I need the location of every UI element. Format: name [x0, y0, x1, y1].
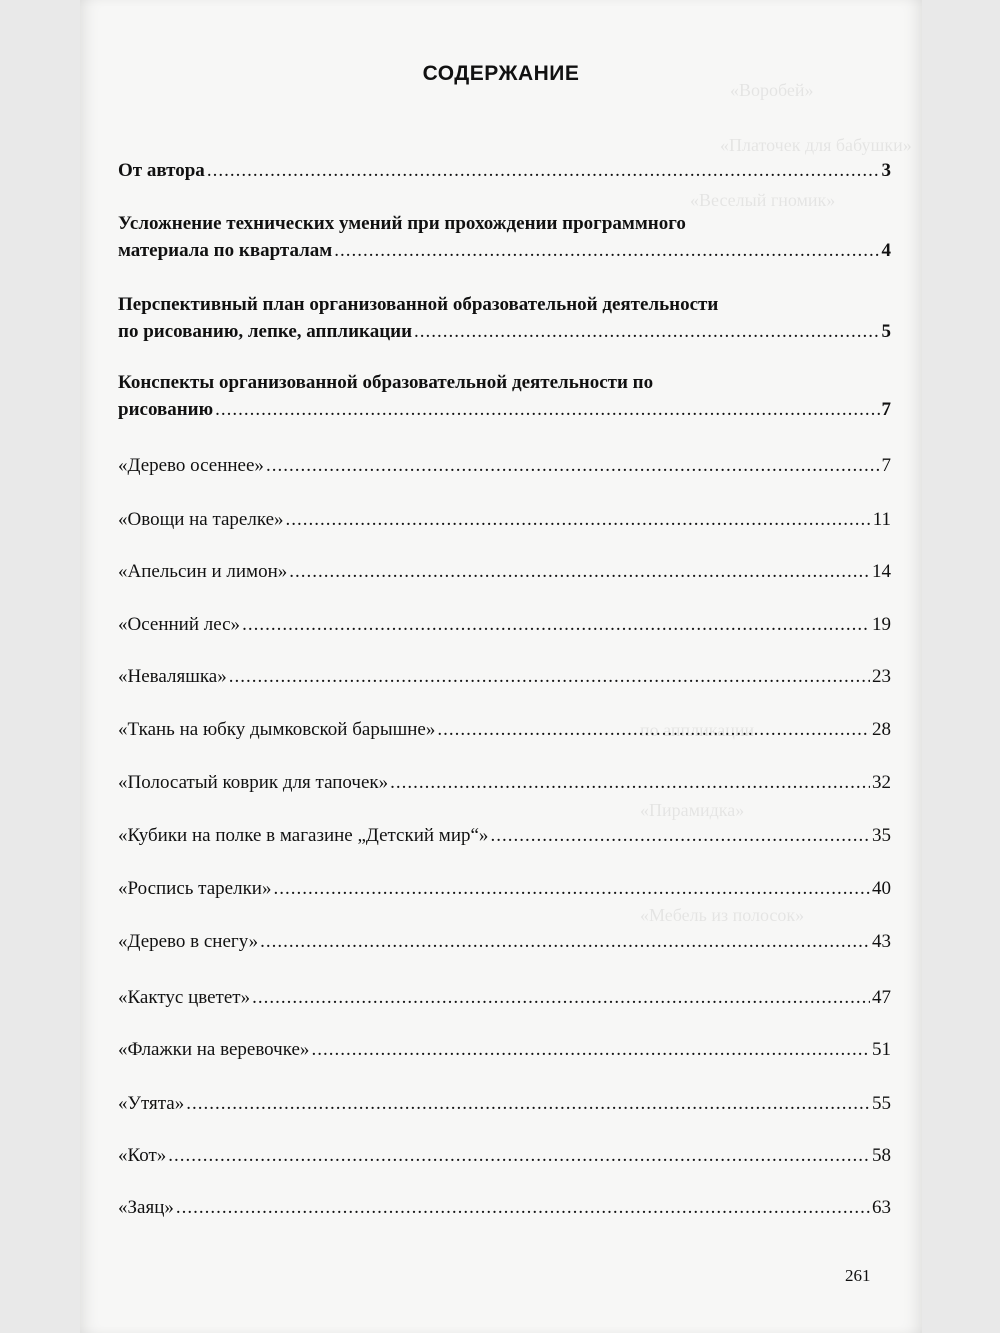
show-through-text: «Воробей» [730, 80, 814, 100]
toc-entry [118, 241, 891, 260]
dot-leader [273, 879, 870, 898]
toc-entry [118, 1198, 891, 1217]
page-number: 261 [845, 1266, 871, 1285]
toc-entry-title: «Ткань на юбку дымковской барышне» [118, 719, 436, 740]
toc-entry-title: материала по кварталам [118, 240, 333, 261]
toc-entry [118, 400, 891, 419]
toc-entry-title: «Овощи на тарелке» [118, 509, 284, 530]
toc-page-number: 51 [872, 1039, 891, 1060]
toc-entry-title-line: Перспективный план организованной образовательной деятельности [118, 294, 719, 315]
toc-entry [118, 615, 891, 634]
dot-leader [186, 1094, 870, 1113]
dot-leader [490, 826, 870, 845]
toc-entry-title: по рисованию, лепке, аппликации [118, 321, 413, 342]
dot-leader [215, 400, 879, 419]
toc-page-number: 55 [872, 1093, 891, 1114]
show-through-text: по аппликации [640, 720, 755, 740]
toc-entry [118, 720, 891, 739]
dot-leader [229, 667, 870, 686]
toc-entry-title: «Дерево в снегу» [118, 931, 259, 952]
toc-entry-title: «Кубики на полке в магазине „Детский мир“» [118, 825, 489, 846]
toc-entry-title: От автора [118, 160, 205, 181]
toc-page-number: 23 [872, 666, 891, 687]
toc-entry [118, 826, 891, 845]
dot-leader [266, 456, 880, 475]
toc-entry-title: «Осенний лес» [118, 614, 241, 635]
toc-entry-title: «Утята» [118, 1093, 185, 1114]
toc-page-number: 35 [872, 825, 891, 846]
toc-page-number: 4 [881, 240, 891, 261]
dot-leader [334, 241, 879, 260]
dot-leader [207, 161, 880, 180]
dot-leader [414, 322, 879, 341]
toc-entry [118, 1040, 891, 1059]
toc-entry-title: «Флажки на веревочке» [118, 1039, 310, 1060]
show-through-text: «Пирамидка» [640, 800, 745, 820]
dot-leader [260, 932, 870, 951]
toc-page-number: 43 [872, 931, 891, 952]
toc-entry-title: «Заяц» [118, 1197, 174, 1218]
toc-entry-title: «Кот» [118, 1145, 167, 1166]
toc-entry [118, 1146, 891, 1165]
toc-page-number: 47 [872, 987, 891, 1008]
show-through-text: «Мебель из полосок» [640, 905, 805, 925]
dot-leader [168, 1146, 870, 1165]
toc-entry-title-line: Усложнение технических умений при прохождении программного [118, 213, 686, 234]
toc-page-number: 28 [872, 719, 891, 740]
toc-entry-title: «Неваляшка» [118, 666, 227, 687]
toc-entry [118, 161, 891, 180]
toc-entry [118, 932, 891, 951]
toc-page-number: 11 [872, 509, 891, 530]
toc-page-number: 32 [872, 772, 891, 793]
toc-page-number: 58 [872, 1145, 891, 1166]
toc-entry [118, 562, 891, 581]
toc-entry-title: «Апельсин и лимон» [118, 561, 288, 582]
toc-entry-title: «Кактус цветет» [118, 987, 251, 1008]
page-title: СОДЕРЖАНИЕ [422, 62, 580, 85]
show-through-text: «Веселый гномик» [690, 190, 836, 210]
toc-page-number: 63 [872, 1197, 891, 1218]
dot-leader [390, 773, 870, 792]
toc-entry [118, 773, 891, 792]
toc-page-number: 19 [872, 614, 891, 635]
dot-leader [176, 1198, 870, 1217]
dot-leader [242, 615, 870, 634]
toc-entry-title: «Роспись тарелки» [118, 878, 272, 899]
toc-entry [118, 667, 891, 686]
toc-entry [118, 322, 891, 341]
show-through-text: «Платочек для бабушки» [720, 135, 912, 155]
toc-entry-title: «Полосатый коврик для тапочек» [118, 772, 389, 793]
toc-entry [118, 988, 891, 1007]
toc-page-number: 3 [881, 160, 891, 181]
toc-entry [118, 510, 891, 529]
toc-entry [118, 879, 891, 898]
toc-entry [118, 456, 891, 475]
dot-leader [286, 510, 871, 529]
dot-leader [437, 720, 870, 739]
book-page [80, 0, 922, 1333]
toc-page-number: 5 [881, 321, 891, 342]
toc-page-number: 40 [872, 878, 891, 899]
toc-entry-title: рисованию [118, 399, 214, 420]
toc-entry-title-line: Конспекты организованной образовательной деятельности по [118, 372, 654, 393]
toc-entry [118, 1094, 891, 1113]
dot-leader [311, 1040, 870, 1059]
toc-page-number: 7 [881, 455, 891, 476]
dot-leader [252, 988, 870, 1007]
dot-leader [289, 562, 870, 581]
toc-page-number: 14 [872, 561, 891, 582]
toc-page-number: 7 [881, 399, 891, 420]
toc-entry-title: «Дерево осеннее» [118, 455, 264, 476]
